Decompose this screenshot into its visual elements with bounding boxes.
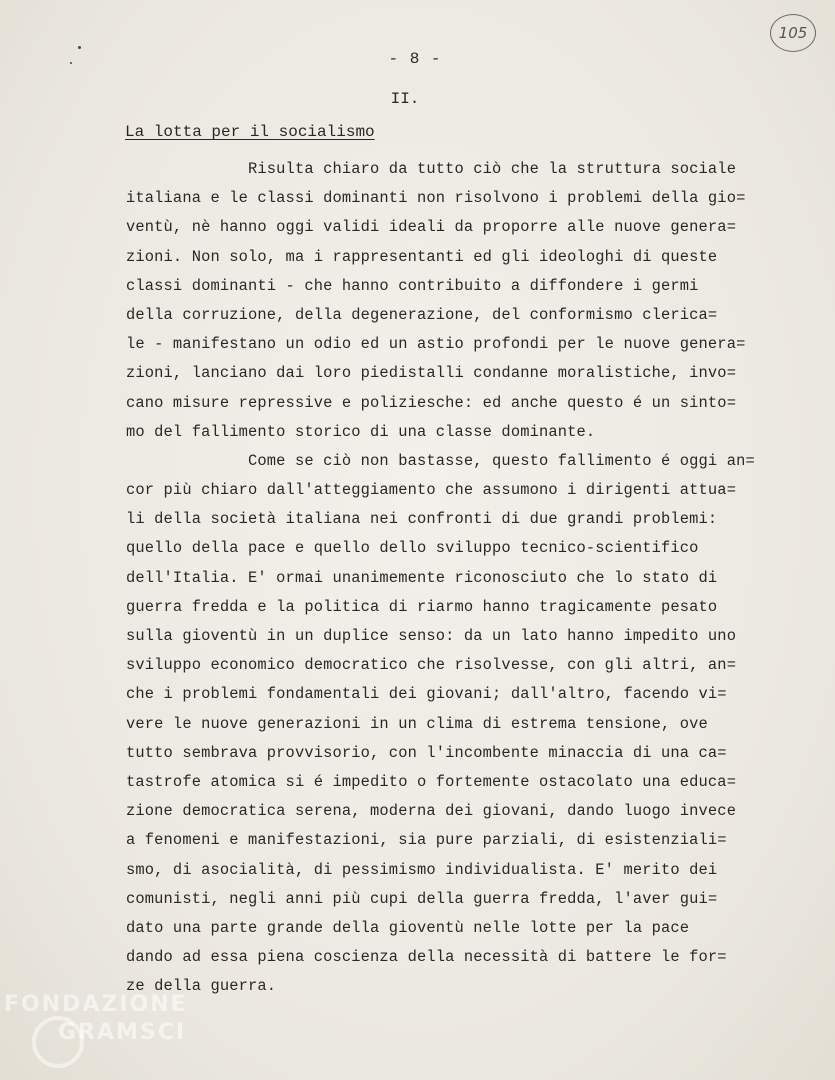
text-line: guerra fredda e la politica di riarmo hanno tragicamente pesato [126,597,718,616]
text-line: tastrofe atomica si é impedito o fortemente ostacolato una educa= [126,772,737,791]
ink-speck [70,62,72,64]
text-line: italiana e le classi dominanti non risolvono i problemi della gio= [126,189,746,208]
text-line: Risulta chiaro da tutto ciò che la struttura sociale [126,160,737,178]
text-line: mo del fallimento storico di una classe dominante. [126,422,596,441]
archive-number-stamp: 105 [770,14,816,52]
watermark-line1: FONDAZIONE [4,992,188,1017]
text-line: le - manifestano un odio ed un astio profondi per le nuove genera= [126,335,746,354]
text-line: smo, di asocialità, di pessimismo individualista. E' merito dei [126,860,718,879]
text-line: comunisti, negli anni più cupi della guerra fredda, l'aver gui= [126,889,718,908]
text-line: li della società italiana nei confronti di due grandi problemi: [126,510,718,529]
text-line: tutto sembrava provvisorio, con l'incombente minaccia di una ca= [126,743,727,762]
text-line: a fenomeni e manifestazioni, sia pure parziali, di esistenziali= [126,831,727,850]
text-line: cano misure repressive e poliziesche: ed anche questo é un sinto= [126,393,737,412]
text-line: sulla gioventù in un duplice senso: da un lato hanno impedito uno [126,627,737,645]
text-line: Come se ciò non bastasse, questo fallimento é oggi an= [126,451,755,470]
text-line: zioni, lanciano dai loro piedistalli condanne moralistiche, invo= [126,364,737,383]
text-line: zioni. Non solo, ma i rappresentanti ed gli ideologhi di queste [126,247,718,266]
text-line: quello della pace e quello dello sviluppo tecnico-scientifico [126,539,699,558]
watermark-line2: GRAMSCI [58,1020,187,1045]
text-line: ze della guerra. [126,977,277,996]
text-line: classi dominanti - che hanno contribuito a diffondere i germi [126,276,699,295]
text-line: zione democratica serena, moderna dei giovani, dando luogo invece [126,802,737,821]
section-title: La lotta per il socialismo [125,123,375,141]
text-line: sviluppo economico democratico che risolvesse, con gli altri, an= [126,656,737,675]
text-line: della corruzione, della degenerazione, del conformismo clerica= [126,305,718,324]
fondazione-gramsci-watermark [0,988,220,1068]
text-line: che i problemi fondamentali dei giovani; dall'altro, facendo vi= [126,685,727,704]
ink-speck [78,46,81,49]
text-line: dando ad essa piena coscienza della necessità di battere le for= [126,948,727,967]
text-line: ventù, nè hanno oggi validi ideali da proporre alle nuove genera= [126,218,737,237]
text-line: dato una parte grande della gioventù nelle lotte per la pace [126,918,690,937]
text-line: vere le nuove generazioni in un clima di estrema tensione, ove [126,714,708,733]
page-number: - 8 - [388,50,442,68]
section-number: II. [390,90,420,108]
body-text [126,155,816,1001]
text-line: dell'Italia. E' ormai unanimemente riconosciuto che lo stato di [126,568,718,587]
text-line: cor più chiaro dall'atteggiamento che assumono i dirigenti attua= [126,481,737,500]
